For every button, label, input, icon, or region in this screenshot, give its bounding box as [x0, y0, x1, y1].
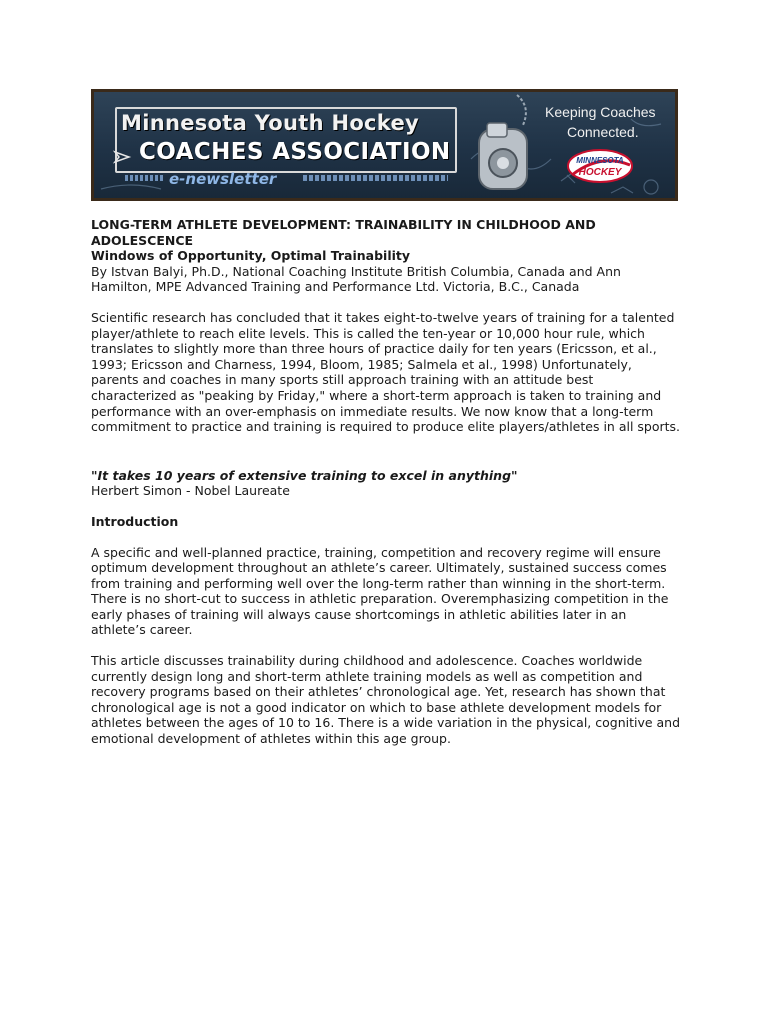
newsletter-banner	[91, 89, 678, 201]
article-paragraph: Scientific research has concluded that it takes eight-to-twelve years of training for a talented player/athlete to reach elite levels. This is called the ten-year or 10,000 hour rule, which translates to slightly more than three hours of practice daily for ten years (Ericsson, et al., 1993; Ericsson and Charness, 1994, Bloom, 1985; Salmela et al., 1998) Unfortunately, parents and coaches in many sports still approach training with an attitude best characterized as "peaking by Friday," where a short-term approach is taken to training and performance with an over-emphasis on immediate results. We now know that a long-term commitment to practice and training is required to produce elite players/athletes in all sports.	[91, 309, 681, 435]
tagline-line2: Connected.	[567, 124, 639, 140]
logo-text-bottom: HOCKEY	[578, 167, 622, 178]
article-byline: By Istvan Balyi, Ph.D., National Coaching Institute British Columbia, Canada and Ann Hamilton, MPE Advanced Training and Performance Ltd. Victoria, B.C., Canada	[91, 263, 621, 295]
section-heading: Introduction	[91, 513, 179, 529]
quote-attribution: Herbert Simon - Nobel Laureate	[91, 483, 290, 499]
pull-quote: "It takes 10 years of extensive training to excel in anything"	[91, 467, 518, 483]
decorative-stripe-left	[125, 175, 165, 181]
article-headline: LONG-TERM ATHLETE DEVELOPMENT: TRAINABILITY IN CHILDHOOD AND ADOLESCENCE	[91, 217, 596, 248]
article-paragraph: This article discusses trainability during childhood and adolescence. Coaches worldwide currently design long and short-term athlete training models as well as competition and recovery programs based on their athletes’ chronological age. Yet, research has shown that chronological age is not a good indicator on which to base athlete development models for athletes between the ages of 10 to 16. There is a wide variation in the physical, cognitive and emotional development of athletes within this age group.	[91, 653, 681, 747]
logo-text-top: MINNESOTA	[576, 156, 624, 165]
article-body	[91, 217, 681, 747]
newsletter-page	[91, 89, 678, 201]
arrow-icon	[113, 149, 133, 165]
minnesota-hockey-logo	[566, 147, 634, 185]
banner-subtitle: e-newsletter	[169, 170, 277, 188]
article-paragraph: A specific and well-planned practice, training, competition and recovery regime will ensure optimum development throughout an athlete’s career. Ultimately, sustained success comes from training and performing well over the long-term rather than winning in the short-term. There is no short-cut to success in athletic preparation. Overemphasizing competition in the early phases of training will always cause shortcomings in athletic abilities later in an athlete’s career.	[91, 544, 669, 638]
tagline-line1: Keeping Coaches	[545, 104, 656, 120]
whistle-icon	[467, 93, 547, 197]
banner-title-line2: COACHES ASSOCIATION	[139, 139, 451, 165]
decorative-stripe-right	[303, 175, 448, 181]
article-subhead: Windows of Opportunity, Optimal Trainability	[91, 248, 411, 264]
banner-title-line1: Minnesota Youth Hockey	[121, 111, 420, 135]
